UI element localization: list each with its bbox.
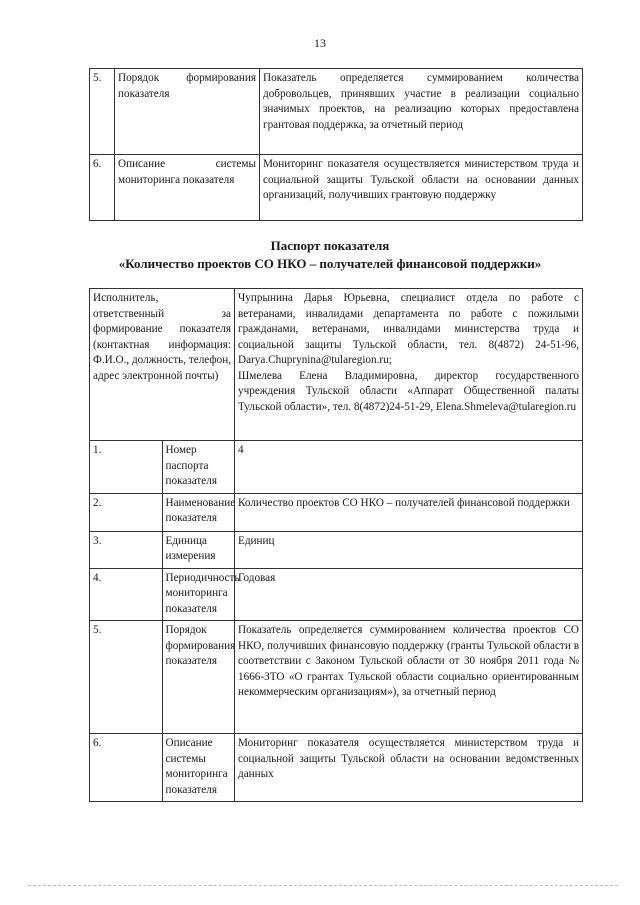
contact-person-2: Шмелева Елена Владимировна, директор государственного учреждения Тульской области «Аппарат Общественной палаты Тульской области», тел. 8(4872)24-51-29, Elena.Shmeleva@tularegion.ru xyxy=(238,369,579,413)
row-number: 5. xyxy=(90,621,163,734)
contact-label: Исполнитель, ответственный за формирование показателя (контактная информация: Ф.И.О., должность, телефон, адрес электронной почты) xyxy=(90,289,235,441)
row-label: Единица измерения xyxy=(162,531,235,568)
indicator-continuation-table xyxy=(89,68,583,221)
table-row xyxy=(90,155,583,221)
row-label: Описание системы мониторинга показателя xyxy=(162,734,235,802)
row-label: Порядок формирования показателя xyxy=(115,69,260,155)
row-number: 5. xyxy=(90,69,115,155)
row-label: Наименование показателя xyxy=(162,493,235,531)
row-label: Порядок формирования показателя xyxy=(162,621,235,734)
table-row xyxy=(90,69,583,155)
passport-title xyxy=(40,237,620,273)
row-value: Мониторинг показателя осуществляется министерством труда и социальной защиты Тульской области на основании данных организаций, получивших грантовую поддержку xyxy=(260,155,583,221)
contact-person-1: Чупрынина Дарья Юрьевна, специалист отдела по работе с ветеранами, инвалидами департамента по работе с пожилыми гражданами, ветеранами, инвалидами министерства труда и социальной защиты Тульской области, тел. 8(4872) 24-51-96, Darya.Chuprynina@tularegion.ru; xyxy=(238,292,579,366)
table-row xyxy=(90,568,583,621)
row-number: 2. xyxy=(90,493,163,531)
table-row xyxy=(90,734,583,802)
passport-title-line1: Паспорт показателя xyxy=(270,238,390,253)
row-number: 1. xyxy=(90,441,163,494)
table-row xyxy=(90,441,583,494)
page-number: 13 xyxy=(314,36,326,50)
row-number: 6. xyxy=(90,734,163,802)
passport-title-line2: «Количество проектов СО НКО – получателей финансовой поддержки» xyxy=(118,256,542,271)
contact-row xyxy=(90,289,583,441)
row-number: 6. xyxy=(90,155,115,221)
row-label: Периодичность мониторинга показателя xyxy=(162,568,235,621)
table-row xyxy=(90,621,583,734)
scan-artifact-line xyxy=(28,885,618,887)
row-label: Описание системы мониторинга показателя xyxy=(115,155,260,221)
row-label: Номер паспорта показателя xyxy=(162,441,235,494)
indicator-passport-table xyxy=(89,288,583,802)
row-value: Количество проектов СО НКО – получателей финансовой поддержки xyxy=(235,493,583,531)
row-value: Показатель определяется суммированием количества проектов СО НКО, получивших финансовую поддержку (гранты Тульской области в соответствии с Законом Тульской области от 30 ноября 2011 года № 1666-ЗТО «О грантах Тульской области социально ориентированным некоммерческим организациям»), за отчетный период xyxy=(235,621,583,734)
table-row xyxy=(90,493,583,531)
row-value: Годовая xyxy=(235,568,583,621)
row-number: 4. xyxy=(90,568,163,621)
contact-value xyxy=(235,289,583,441)
row-value: Мониторинг показателя осуществляется министерством труда и социальной защиты Тульской области на основании ведомственных данных xyxy=(235,734,583,802)
table-row xyxy=(90,531,583,568)
row-value: Единиц xyxy=(235,531,583,568)
row-number: 3. xyxy=(90,531,163,568)
row-value: Показатель определяется суммированием количества добровольцев, принявших участие в реализации социально значимых проектов, на реализацию которых предоставлена грантовая поддержка, за отчетный период xyxy=(260,69,583,155)
row-value: 4 xyxy=(235,441,583,494)
